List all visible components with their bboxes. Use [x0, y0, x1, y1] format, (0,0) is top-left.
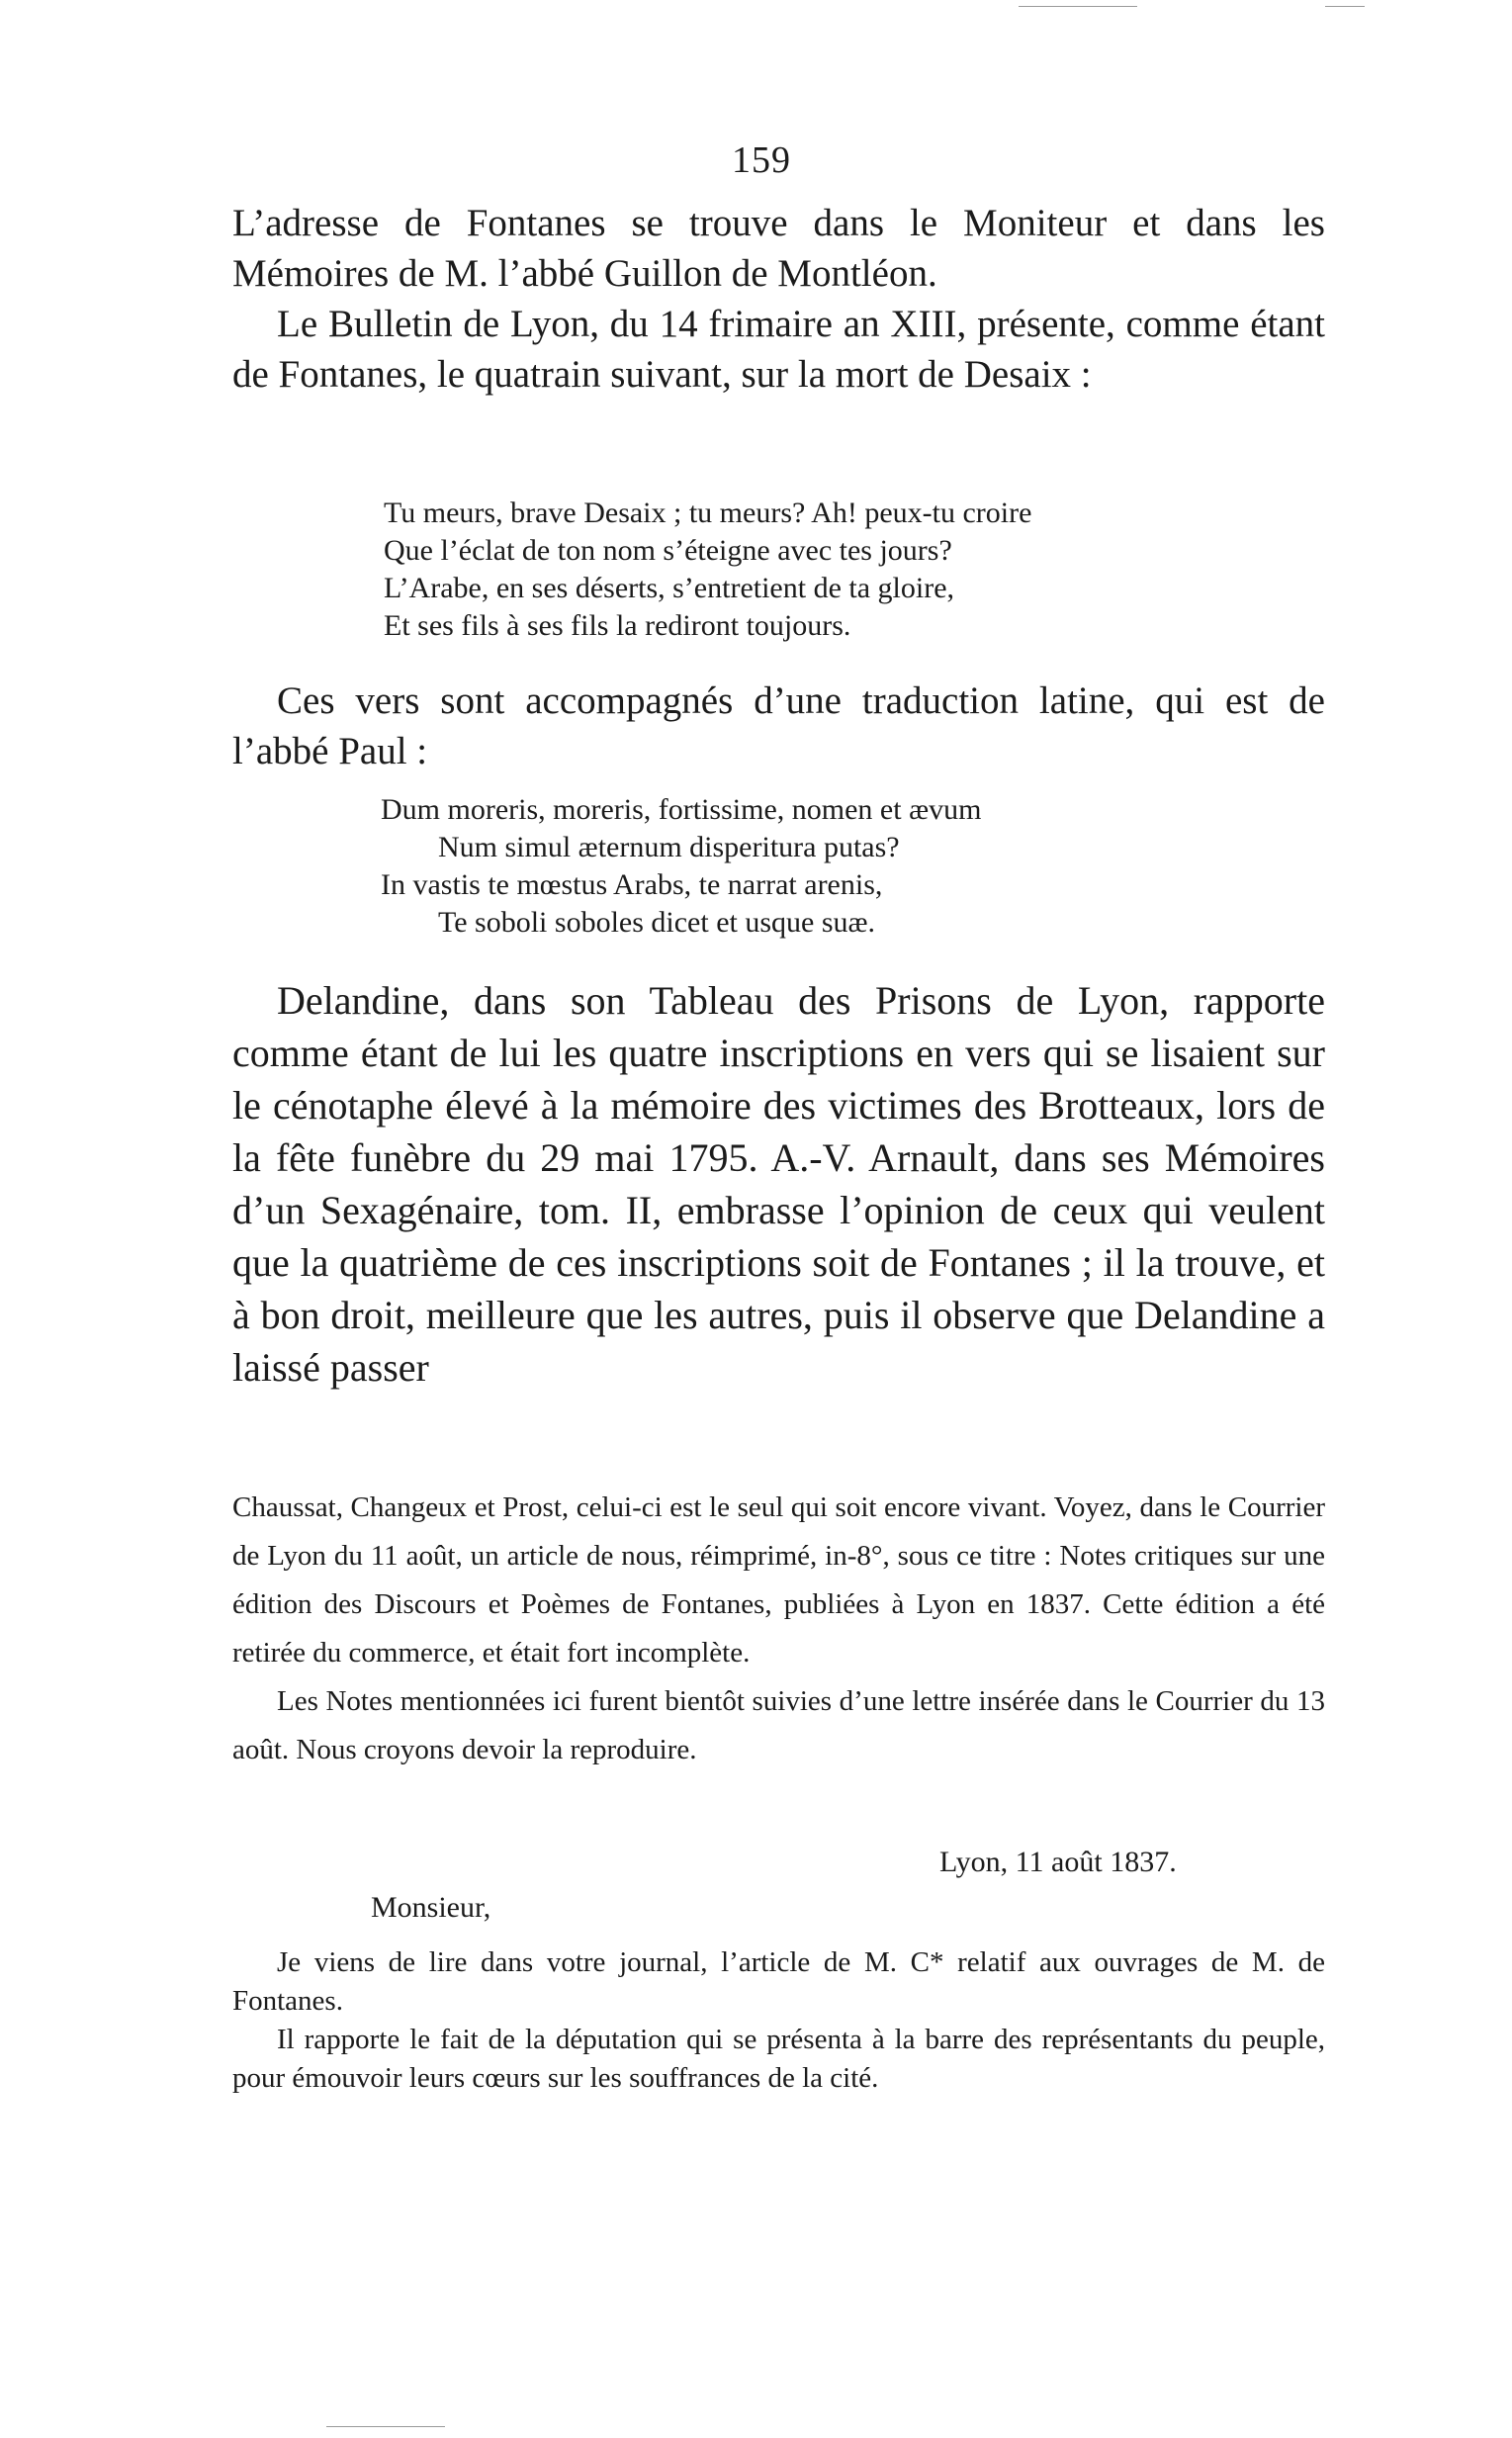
footnote-paragraph: Chaussat, Changeux et Prost, celui-ci est le seul qui soit encore vivant. Voyez, dans le Courrier de Lyon du 11 août, un article de nous, réimprimé, in-8°, sous ce titre : Notes critiques sur une édition des Discours et Poèmes de Fontanes, publiées à Lyon en 1837. Cette édition a été retirée du commerce, et était fort incomplète.	[232, 1491, 1325, 1669]
verse-line: Num simul æternum disperitura putas?	[438, 831, 900, 863]
scan-edge-mark	[1019, 6, 1137, 7]
footnotes	[232, 1484, 1325, 1774]
verse-line: Te soboli soboles dicet et usque suæ.	[438, 906, 876, 939]
french-quatrain	[384, 495, 1031, 645]
latin-quatrain	[381, 791, 981, 942]
verse-line: Et ses fils à ses fils la rediront toujours.	[384, 609, 851, 642]
paragraph-translation: Ces vers sont accompagnés d’une traduction latine, qui est de l’abbé Paul :	[232, 679, 1325, 772]
scan-edge-mark	[326, 2426, 445, 2427]
verse-line: Tu meurs, brave Desaix ; tu meurs? Ah! peux-tu croire	[384, 497, 1032, 529]
footnote-paragraph: Les Notes mentionnées ici furent bientôt suivies d’une lettre insérée dans le Courrier du 13 août. Nous croyons devoir la reproduire.	[232, 1685, 1325, 1765]
verse-line: Dum moreris, moreris, fortissime, nomen et ævum	[381, 793, 982, 826]
letter-dateline: Lyon, 11 août 1837.	[939, 1846, 1177, 1878]
translation-paragraph	[232, 676, 1325, 776]
verse-line: L’Arabe, en ses déserts, s’entretient de ta gloire,	[384, 572, 955, 604]
letter-body	[232, 1943, 1325, 2098]
paragraph-bulletin: Le Bulletin de Lyon, du 14 frimaire an XIII, présente, comme étant de Fontanes, le quatrain suivant, sur la mort de Desaix :	[232, 303, 1325, 396]
verse-line: In vastis te mœstus Arabs, te narrat arenis,	[381, 868, 883, 901]
paragraph-delandine: Delandine, dans son Tableau des Prisons de Lyon, rapporte comme étant de lui les quatre inscriptions en vers qui se lisaient sur le cénotaphe élevé à la mémoire des victimes des Brotteaux, lors de la fête funèbre du 29 mai 1795. A.-V. Arnault, dans ses Mémoires d’un Sexagénaire, tom. II, embrasse l’opinion de ceux qui veulent que la quatrième de ces inscriptions soit de Fontanes ; il la trouve, et à bon droit, meilleure que les autres, puis il observe que Delandine a laissé passer	[232, 978, 1325, 1390]
delandine-paragraph	[232, 974, 1325, 1394]
paragraph-moniteur: L’adresse de Fontanes se trouve dans le Moniteur et dans les Mémoires de M. l’abbé Guillon de Montléon.	[232, 202, 1325, 295]
page-number: 159	[732, 139, 791, 181]
scan-edge-mark	[1325, 6, 1365, 7]
opening-paragraphs	[232, 198, 1325, 400]
letter-paragraph: Il rapporte le fait de la députation qui se présenta à la barre des représentants du peuple, pour émouvoir leurs cœurs sur les souffrances de la cité.	[232, 2024, 1325, 2094]
verse-line: Que l’éclat de ton nom s’éteigne avec tes jours?	[384, 534, 952, 567]
letter-paragraph: Je viens de lire dans votre journal, l’article de M. C* relatif aux ouvrages de M. de Fontanes.	[232, 1946, 1325, 2017]
letter-salutation: Monsieur,	[371, 1891, 491, 1924]
